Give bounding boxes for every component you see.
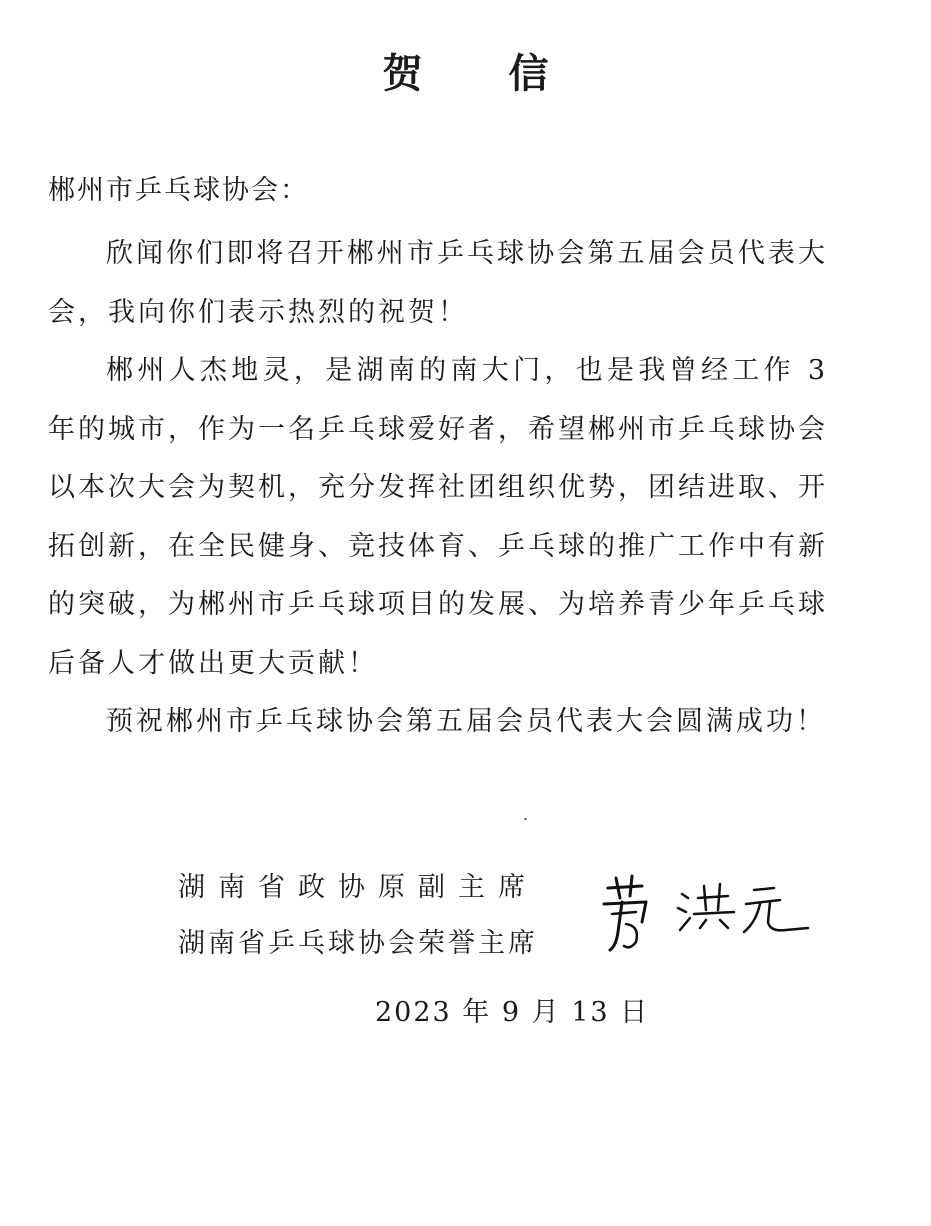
signer-title-2: 湖南省乒乓球协会荣誉主席 <box>178 928 538 959</box>
paragraph-wishes: 预祝郴州市乒乓球协会第五届会员代表大会圆满成功！ <box>106 706 826 737</box>
scan-speck <box>524 818 527 820</box>
paragraph-hopes: 郴州人杰地灵，是湖南的南大门，也是我曾经工作 3 年的城市，作为一名乒乓球爱好者，希望郴州市乒乓球协会以本次大会为契机，充分发挥社团组织优势，团结进取、开拓创新，在全民健身、竞技体育、乒乓球的推广工作中有新的突破，为郴州市乒乓球项目的发展、为培养青少年乒乓球后备人才做出更大贡献！ <box>48 355 828 679</box>
salutation: 郴州市乒乓球协会： <box>48 175 309 206</box>
signer-title-1: 湖南省政协原副主席 <box>178 872 538 903</box>
letter-body <box>48 225 828 752</box>
handwritten-signature <box>596 870 816 960</box>
letter-date: 2023 年 9 月 13 日 <box>375 997 650 1028</box>
letter-title: 贺 信 <box>382 51 585 97</box>
paragraph-congratulations: 欣闻你们即将召开郴州市乒乓球协会第五届会员代表大会，我向你们表示热烈的祝贺！ <box>48 238 828 328</box>
signer-block <box>178 860 538 972</box>
